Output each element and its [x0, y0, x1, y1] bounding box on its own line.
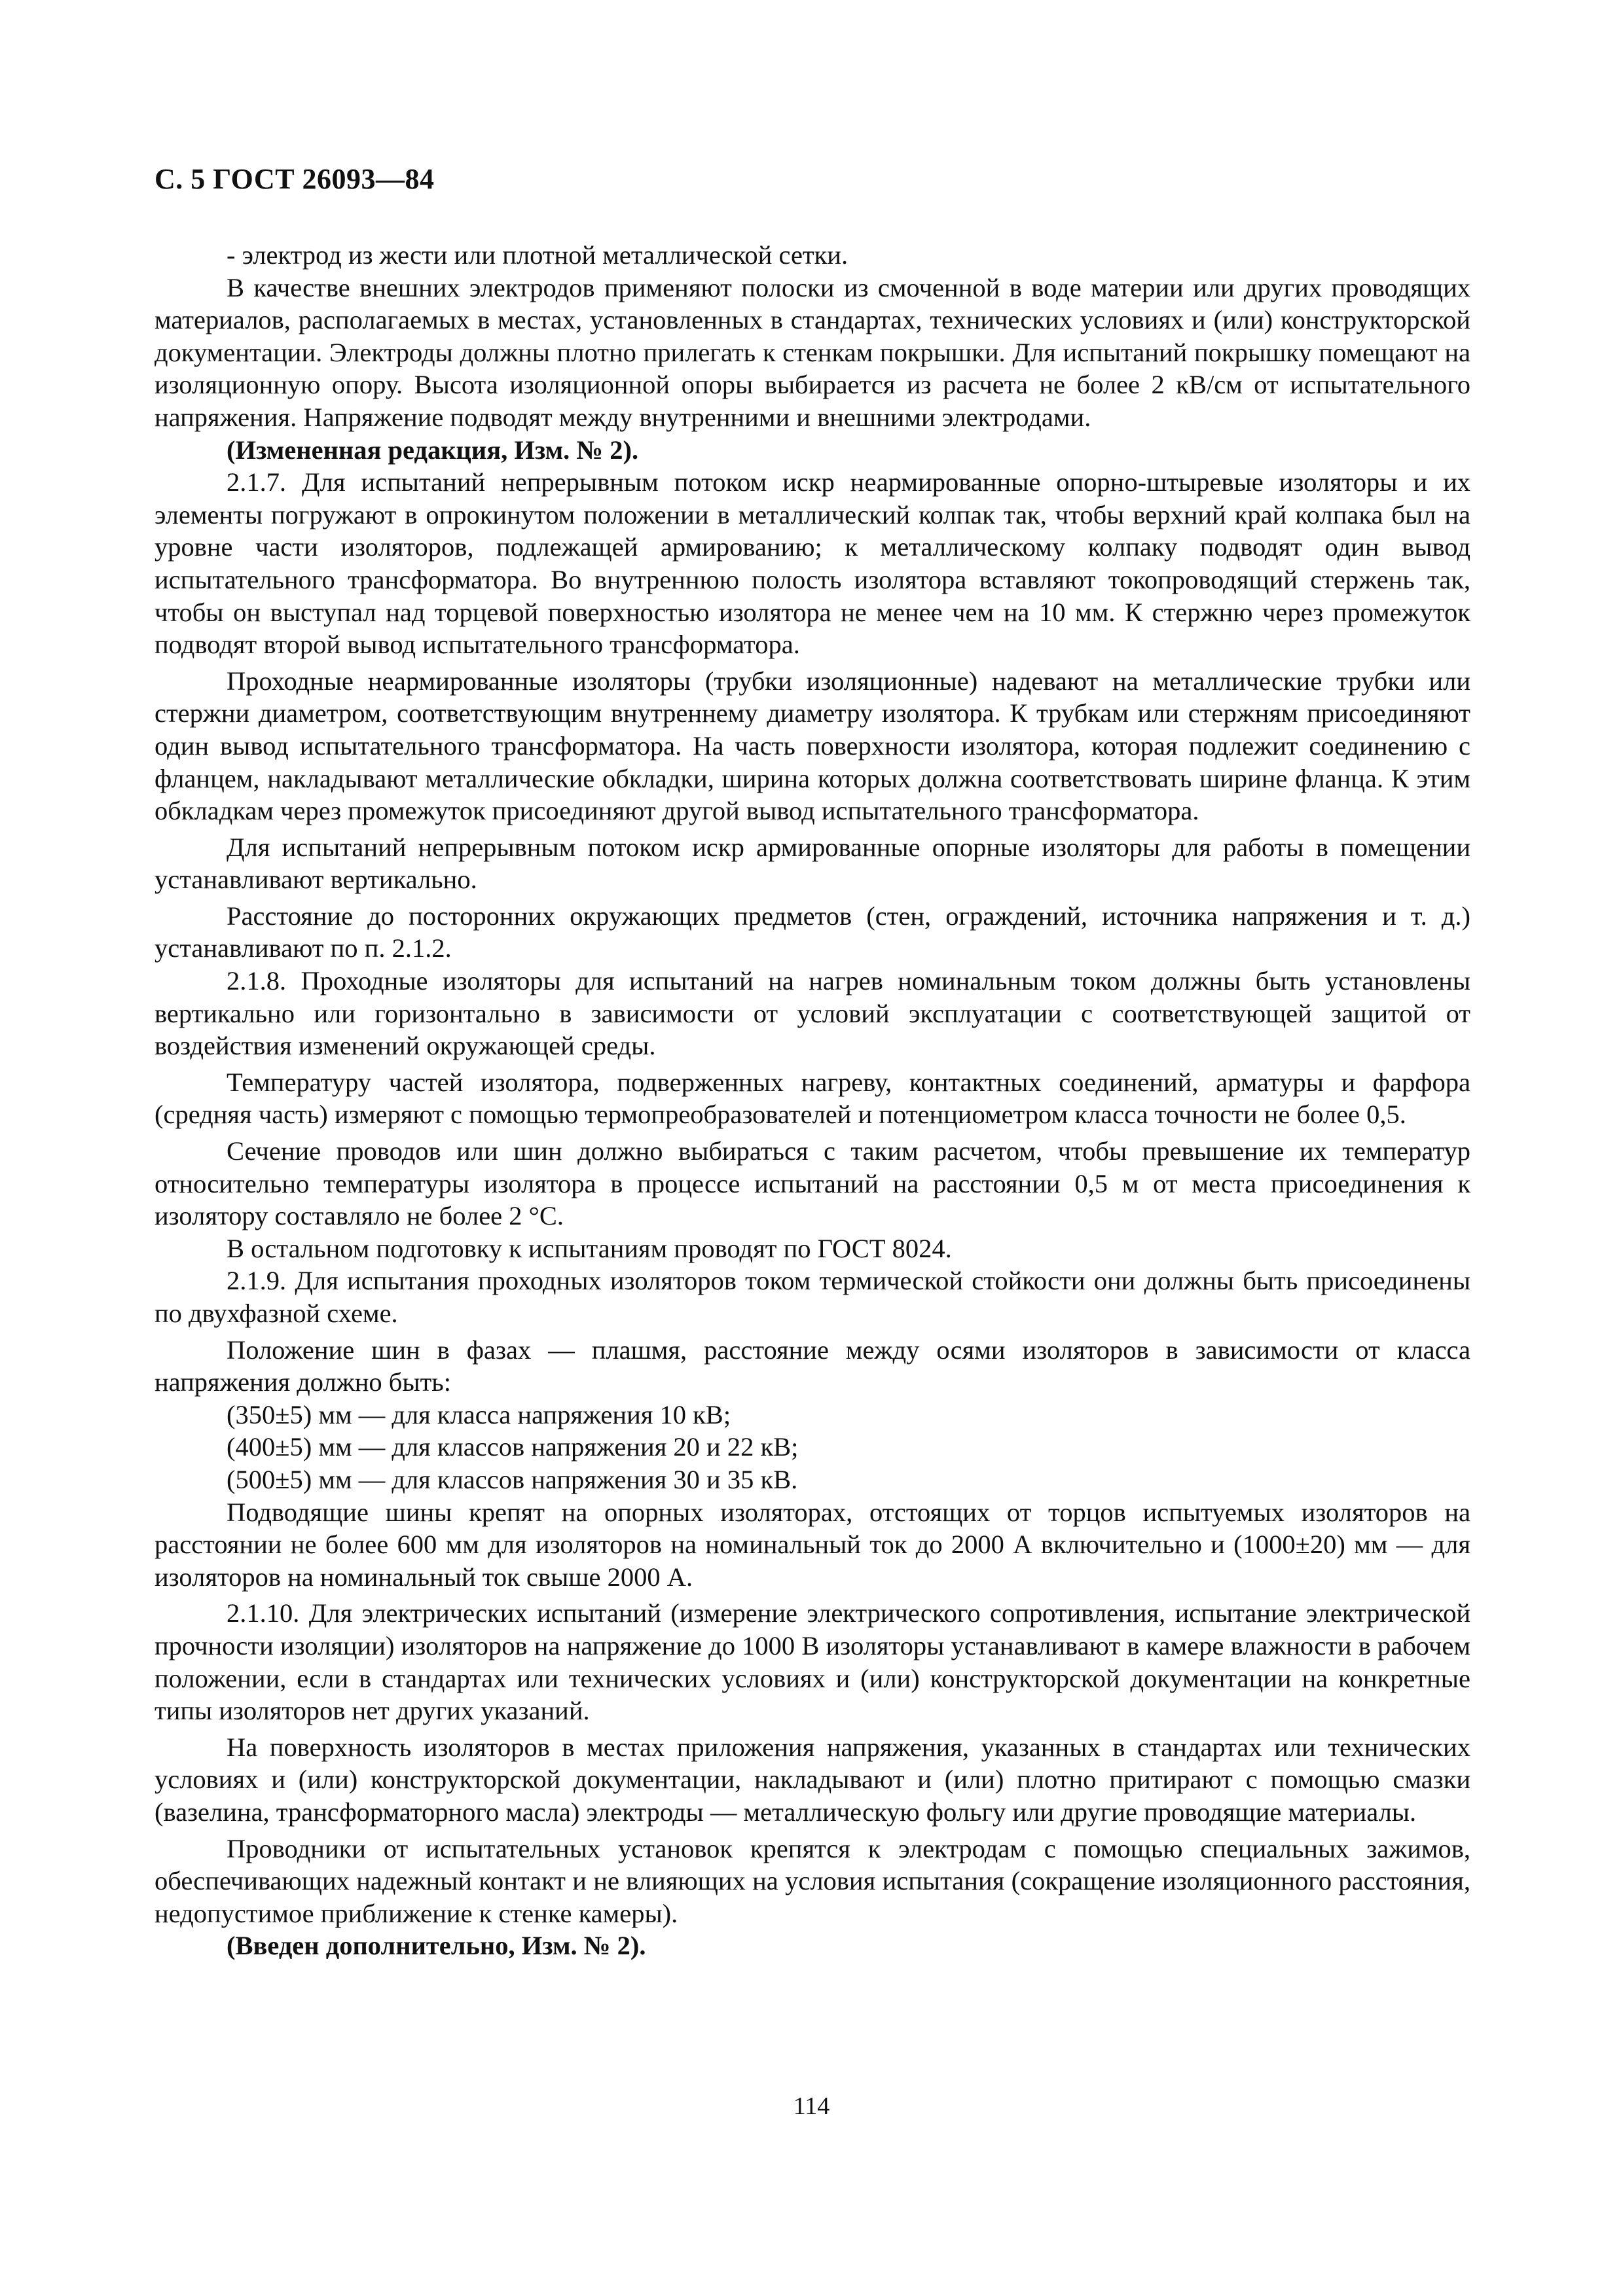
paragraph-2-1-7: 2.1.7. Для испытаний непрерывным потоком искр неармированные опорно-штыревые изоляторы и их элементы погружают в опрокинутом положении в металлический колпак так, чтобы верхний край колпака был на уровне части изоляторов, подлежащей армированию; к металлическому колпаку подводят один вывод испытательного трансформатора. Во внутреннюю полость изолятора вставляют токопроводящий стержень так, чтобы он выступал над торцевой поверхностью изолятора не менее чем на 10 мм. К стержню через промежуток подводят второй вывод испытательного трансформатора.	[155, 467, 1470, 660]
paragraph-2-1-8: 2.1.8. Проходные изоляторы для испытаний на нагрев номинальным током должны быть установлены вертикально или горизонтально в зависимости от условий эксплуатации с соответствующей защитой от воздействия изменений окружающей среды.	[155, 966, 1470, 1061]
paragraph-gost-8024: В остальном подготовку к испытаниям проводят по ГОСТ 8024.	[227, 1233, 952, 1263]
paragraph-supply-buses: Подводящие шины крепят на опорных изоляторах, отстоящих от торцов испытуемых изоляторов на расстоянии не более 600 мм для изоляторов на номинальный ток до 2000 А включительно и (1000±20) мм — для изоляторов на номинальный ток свыше 2000 А.	[155, 1497, 1470, 1592]
paragraph-2-1-10: 2.1.10. Для электрических испытаний (измерение электрического сопротивления, испытание электрической прочности изоляции) изоляторов на напряжение до 1000 В изоляторы устанавливают в камере влажности в рабочем положении, если в стандартах или технических условиях и (или) конструкторской документации на конкретные типы изоляторов нет других указаний.	[155, 1598, 1470, 1726]
paragraph-2-1-9: 2.1.9. Для испытания проходных изоляторов током термической стойкости они должны быть присоединены по двухфазной схеме.	[155, 1266, 1470, 1328]
list-item-10kv: (350±5) мм — для класса напряжения 10 кВ;	[227, 1399, 731, 1429]
paragraph-reinforced-insulators: Для испытаний непрерывным потоком искр армированные опорные изоляторы для работы в помещении устанавливают вертикально.	[155, 832, 1470, 895]
page-header: С. 5 ГОСТ 26093—84	[155, 163, 435, 195]
paragraph-bushing-insulators: Проходные неармированные изоляторы (трубки изоляционные) надевают на металлические трубки или стержни диаметром, соответствующим внутреннему диаметру изолятора. К трубкам или стержням присоединяют один вывод испытательного трансформатора. На часть поверхности изолятора, которая подлежит соединению с фланцем, накладывают металлические обкладки, ширина которых должна соответствовать ширине фланца. К этим обкладкам через промежуток присоединяют другой вывод испытательного трансформатора.	[155, 666, 1470, 826]
list-item-30-35kv: (500±5) мм — для классов напряжения 30 и 35 кВ.	[227, 1464, 798, 1494]
amendment-note-added: (Введен дополнительно, Изм. № 2).	[227, 1931, 646, 1961]
page-number: 114	[793, 2092, 830, 2120]
paragraph-conductors: Проводники от испытательных установок крепятся к электродам с помощью специальных зажимов, обеспечивающих надежный контакт и не влияющих на условия испытания (сокращение изоляционного расстояния, недопустимое приближение к стенке камеры).	[155, 1833, 1470, 1928]
paragraph-distance-objects: Расстояние до посторонних окружающих предметов (стен, ограждений, источника напряжения и т. д.) устанавливают по п. 2.1.2.	[155, 901, 1470, 963]
paragraph-wire-section: Сечение проводов или шин должно выбираться с таким расчетом, чтобы превышение их температур относительно температуры изолятора в процессе испытаний на расстоянии 0,5 м от места присоединения к изолятору составляло не более 2 °С.	[155, 1136, 1470, 1231]
paragraph-temperature-measurement: Температуру частей изолятора, подверженных нагреву, контактных соединений, арматуры и фарфора (средняя часть) измеряют с помощью термопреобразователей и потенциометром класса точности не более 0,5.	[155, 1067, 1470, 1130]
amendment-note-changed: (Измененная редакция, Изм. № 2).	[227, 435, 639, 465]
list-item-20-22kv: (400±5) мм — для классов напряжения 20 и 22 кВ;	[227, 1432, 799, 1462]
paragraph-electrode-application: На поверхность изоляторов в местах приложения напряжения, указанных в стандартах или технических условиях и (или) конструкторской документации, накладывают и (или) плотно притирают с помощью смазки (вазелина, трансформаторного масла) электроды — металлическую фольгу или другие проводящие материалы.	[155, 1732, 1470, 1827]
document-body	[155, 239, 1470, 1962]
paragraph-electrode-tin: - электрод из жести или плотной металлической сетки.	[227, 240, 848, 270]
paragraph-bus-position: Положение шин в фазах — плашмя, расстояние между осями изоляторов в зависимости от класса напряжения должно быть:	[155, 1335, 1470, 1397]
paragraph-external-electrodes: В качестве внешних электродов применяют полоски из смоченной в воде материи или других проводящих материалов, располагаемых в местах, установленных в стандартах, технических условиях и (или) конструкторской документации. Электроды должны плотно прилегать к стенкам покрышки. Для испытаний покрышку помещают на изоляционную опору. Высота изоляционной опоры выбирается из расчета не более 2 кВ/см от испытательного напряжения. Напряжение подводят между внутренними и внешними электродами.	[155, 272, 1470, 432]
